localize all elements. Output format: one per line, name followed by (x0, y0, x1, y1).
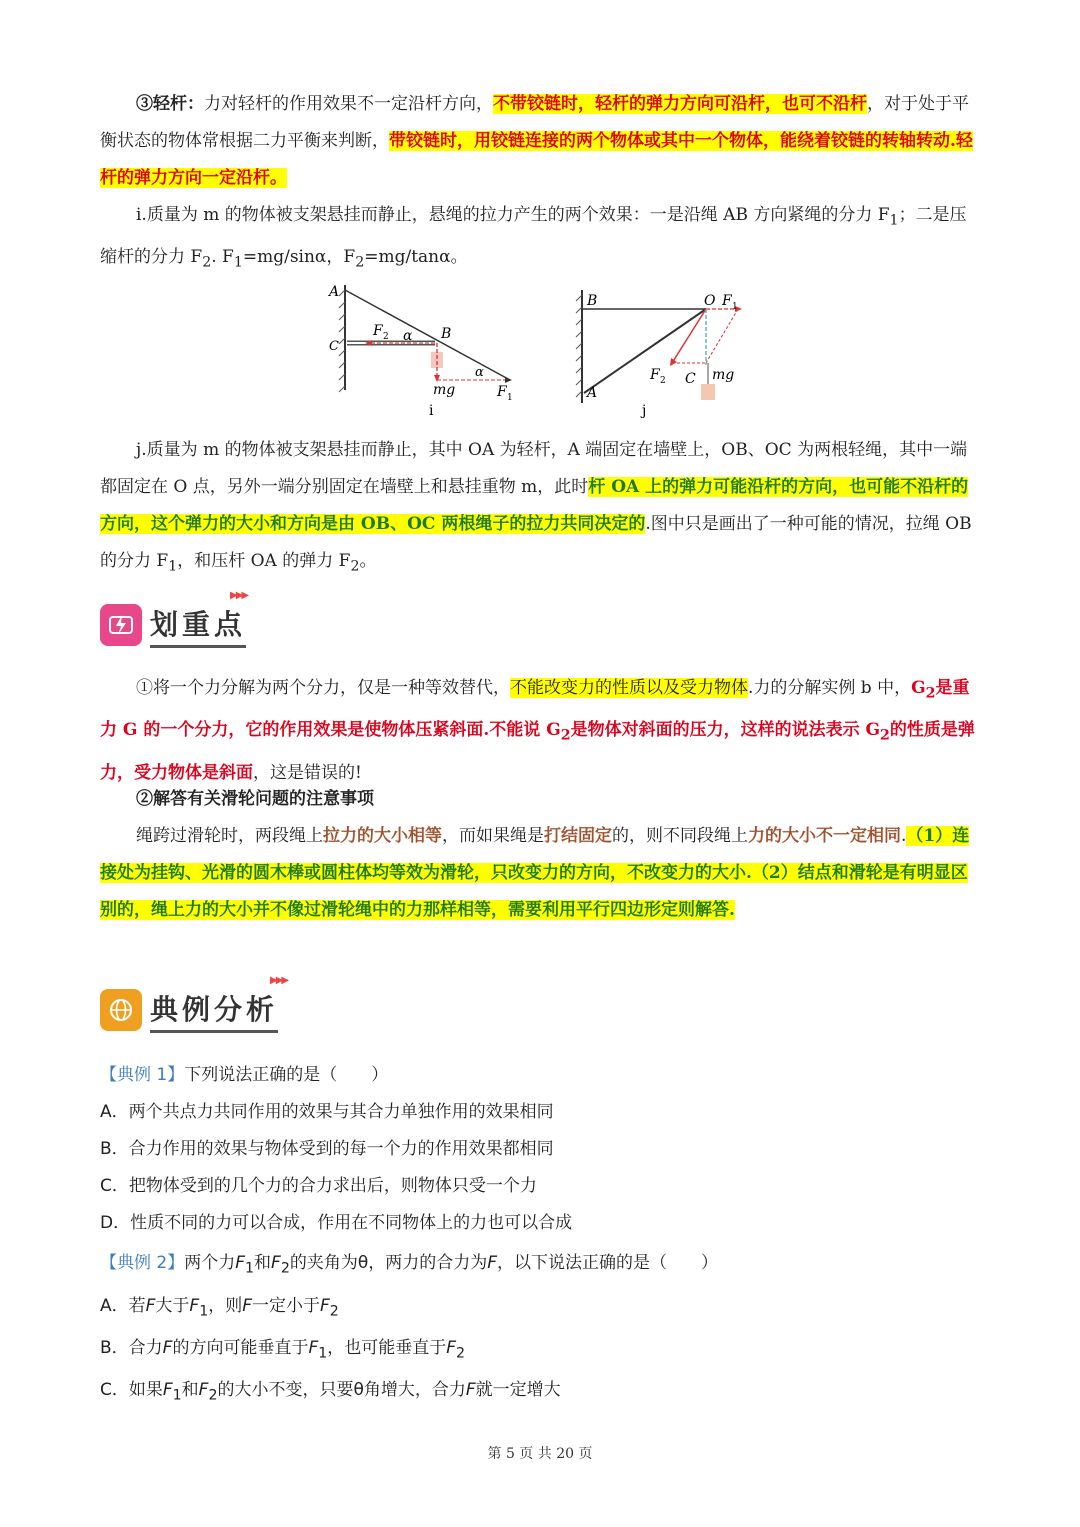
item-i-paragraph (100, 197, 980, 282)
fig-j-label-f1-sub: 1 (732, 302, 738, 312)
key2-emphasis-1: 拉力的大小相等 (323, 826, 442, 846)
example-1-tag: 【典例 1】 (100, 1065, 185, 1085)
ex2-c2-sub: 1 (172, 1387, 182, 1404)
ex2-a8-sub: 2 (329, 1303, 339, 1320)
item-i-sub-4: 2 (355, 254, 365, 271)
item-j-sub-1: 1 (168, 558, 178, 575)
ex2-a1: A．若 (100, 1296, 146, 1316)
key1-red-3: 是物体对斜面的压力，这样的说法表示 G (570, 720, 881, 741)
light-rod-paragraph (100, 86, 980, 197)
example-1-option-a: A．两个共点力共同作用的效果与其合力单独作用的效果相同 (100, 1102, 554, 1122)
ex2-s2: F (235, 1253, 246, 1273)
ex2-a4-sub: 1 (199, 1303, 209, 1320)
ex2-c4: F (198, 1380, 209, 1400)
item-i-sub-3: 1 (233, 254, 243, 271)
item-i-text-1: i.质量为 m 的物体被支架悬挂而静止，悬绳的拉力产生的两个效果：一是沿绳 AB 方向紧绳的分力 F (136, 205, 890, 225)
key-point-2-paragraph (100, 818, 980, 929)
key2-highlight: （1）连接处为挂钩、光滑的圆木棒或圆柱体均等效为滑轮，只改变力的方向，不改变力的大小.（2）结点和滑轮是有明显区别的，绳上力的大小并不像过滑轮绳中的力那样相等，需要利用平行四边形定则解答. (100, 826, 970, 920)
ex2-c5: 的大小不变，只要θ角增大，合力 (217, 1380, 466, 1400)
section-examples-title: 典例分析 (150, 988, 278, 1033)
fig-i-label-f2-sub: 2 (383, 332, 389, 342)
example-1-option-b: B．合力作用的效果与物体受到的每一个力的作用效果都相同 (100, 1139, 554, 1159)
fig-i-label-a: A (329, 284, 340, 300)
key1-highlight: 不能改变力的性质以及受力物体 (510, 678, 748, 698)
ex2-c1: C．如果 (100, 1380, 163, 1400)
fig-j-label-c: C (685, 371, 696, 387)
item-i-text-5: =mg/tanα。 (364, 247, 468, 268)
fig-j-label-mg: mg (712, 367, 735, 383)
example-1-option-c: C．把物体受到的几个力的合力求出后，则物体只受一个力 (100, 1176, 537, 1196)
example-2-stem (100, 1245, 980, 1287)
section-key-points-title: 划重点 (150, 603, 246, 648)
ex2-s7: ，以下说法正确的是（ ） (497, 1253, 719, 1273)
fig-j-label-b: B (587, 293, 598, 309)
fig-i-label-alpha-2: α (475, 365, 484, 380)
item-j-text-3: ，和压杆 OA 的弹力 F (177, 551, 351, 571)
ex2-a4: F (189, 1296, 200, 1316)
key-point-1-paragraph (100, 670, 980, 792)
ex2-a6: F (242, 1296, 252, 1316)
ex2-c2: F (162, 1380, 173, 1400)
lightning-icon (100, 604, 142, 646)
key1-red-2-sub: 2 (560, 727, 571, 744)
item-i-sub-1: 1 (889, 212, 899, 229)
fig-i-caption: i (429, 403, 434, 419)
item-j-sub-2: 2 (350, 558, 360, 575)
figure-i-diagram (325, 280, 525, 420)
item-j-highlight: 杆 OA 上的弹力可能沿杆的方向，也可能不沿杆的方向，这个弹力的大小和方向是由 OB、OC 两根绳子的拉力共同决定的 (100, 477, 969, 534)
ex2-c7: 就一定增大 (475, 1380, 561, 1400)
triangle-arrows-icon: ▶▶▶ (270, 975, 288, 986)
fig-j-label-f1: F (722, 293, 732, 309)
ex2-s1: 两个力 (184, 1253, 236, 1273)
item-i-text-4: =mg/sinα，F (242, 247, 356, 268)
ex2-c6: F (465, 1380, 476, 1400)
ex2-b4: F (308, 1338, 319, 1358)
ex2-a2: F (145, 1296, 156, 1316)
key2-text-3: 的，则不同段绳上 (612, 826, 748, 846)
key1-red-2: 是重力 G 的一个分力，它的作用效果是使物体压紧斜面.不能说 G (100, 678, 970, 741)
key1-red-1-sub: 2 (925, 685, 936, 702)
item-j-text-2: .图中只是画出了一种可能的情况，拉绳 OB 的分力 F (100, 514, 972, 571)
item-i-sub-2: 2 (202, 254, 212, 271)
example-1-option-d: D．性质不同的力可以合成，作用在不同物体上的力也可以合成 (100, 1213, 573, 1233)
ex2-a3: 大于 (155, 1296, 190, 1316)
key2-text-4: . (901, 826, 907, 846)
fig-i-label-f1-sub: 1 (507, 393, 513, 403)
section-examples-header (100, 975, 288, 1035)
key2-text-1: 绳跨过滑轮时，两段绳上 (136, 826, 323, 846)
example-1-stem-text: 下列说法正确的是（ ） (184, 1065, 389, 1085)
ex2-s6: F (487, 1253, 498, 1273)
section-key-points-header (100, 590, 248, 650)
fig-i-label-mg: mg (433, 382, 456, 398)
fig-i-label-f2: F (373, 323, 383, 339)
fig-j-label-a: A (587, 385, 598, 401)
example-1-stem (100, 1057, 980, 1094)
example-2-option-b (100, 1330, 980, 1372)
key2-emphasis-2: 打结固定 (544, 826, 612, 846)
fig-i-label-f1: F (497, 384, 507, 400)
ex2-b2: F (162, 1338, 173, 1358)
example-2-option-a (100, 1288, 980, 1330)
ex2-c4-sub: 2 (208, 1387, 218, 1404)
light-rod-text-2: ，对于处于平衡状态的物体常根据二力平衡来判断， (100, 94, 969, 151)
figure-j-diagram (570, 285, 760, 425)
ex2-b3: 的方向可能垂直于 (172, 1338, 309, 1358)
key1-text-2: .力的分解实例 b 中， (748, 678, 912, 698)
page-footer: 第 5 页 共 20 页 (487, 1446, 593, 1462)
key1-text-1: ①将一个力分解为两个分力，仅是一种等效替代， (136, 678, 510, 698)
triangle-arrows-icon: ▶▶▶ (230, 590, 248, 601)
item-j-paragraph (100, 432, 980, 585)
ex2-c3: 和 (181, 1380, 199, 1400)
ex2-a7: 一定小于 (252, 1296, 320, 1316)
ex2-s3: 和 (254, 1253, 272, 1273)
light-rod-text-1: 力对轻杆的作用效果不一定沿杆方向， (204, 94, 493, 114)
fig-j-caption: j (642, 403, 647, 419)
fig-i-label-c: C (329, 339, 339, 354)
ex2-b5: ，也可能垂直于 (327, 1338, 447, 1358)
item-j-text-1: j.质量为 m 的物体被支架悬挂而静止，其中 OA 为轻杆，A 端固定在墙壁上，OB、OC 为两根轻绳，其中一端都固定在 O 点，另外一端分别固定在墙壁上和悬挂重物 m，此时 (100, 440, 968, 497)
light-rod-highlight-1: 不带铰链时，轻杆的弹力方向可沿杆，也可不沿杆 (493, 94, 867, 114)
key1-red-1: G (911, 678, 926, 698)
ex2-b4-sub: 1 (318, 1345, 328, 1362)
ex2-s4: F (271, 1253, 281, 1273)
ex2-s2-sub: 1 (245, 1260, 255, 1277)
ex2-b1: B．合力 (100, 1338, 163, 1358)
globe-icon (100, 989, 142, 1031)
example-2-tag: 【典例 2】 (100, 1253, 185, 1273)
ex2-a5: ，则 (208, 1296, 243, 1316)
item-i-text-2: ；二是压缩杆的分力 F (100, 205, 967, 268)
item-j-text-4: 。 (359, 551, 377, 571)
fig-j-label-f2: F (650, 367, 660, 383)
example-2-option-c (100, 1372, 980, 1414)
key1-red-4: 的性质是弹力，受力物体是斜面 (100, 720, 975, 783)
key2-text-2: ，而如果绳是 (442, 826, 544, 846)
light-rod-highlight-2: 带铰链时，用铰链连接的两个物体或其中一个物体，能绕着铰链的转轴转动.轻杆的弹力方向一定沿杆。 (100, 131, 973, 188)
fig-i-label-alpha-1: α (403, 328, 413, 344)
ex2-s5: 的夹角为θ，两力的合力为 (289, 1253, 488, 1273)
fig-j-label-o: O (704, 293, 716, 309)
key-point-2-title: ②解答有关滑轮问题的注意事项 (136, 789, 374, 809)
ex2-s4-sub: 2 (280, 1260, 290, 1277)
ex2-b6: F (446, 1338, 457, 1358)
fig-i-label-b: B (441, 326, 452, 342)
item-i-text-3: . F (211, 247, 234, 268)
key1-text-3: ，这是错误的! (253, 762, 362, 783)
fig-j-label-f2-sub: 2 (660, 376, 666, 386)
ex2-a8: F (320, 1296, 330, 1316)
light-rod-number: ③轻杆： (136, 94, 204, 114)
key1-red-3-sub: 2 (880, 727, 890, 744)
key2-emphasis-3: 力的大小不一定相同 (748, 826, 901, 846)
ex2-b6-sub: 2 (456, 1345, 466, 1362)
